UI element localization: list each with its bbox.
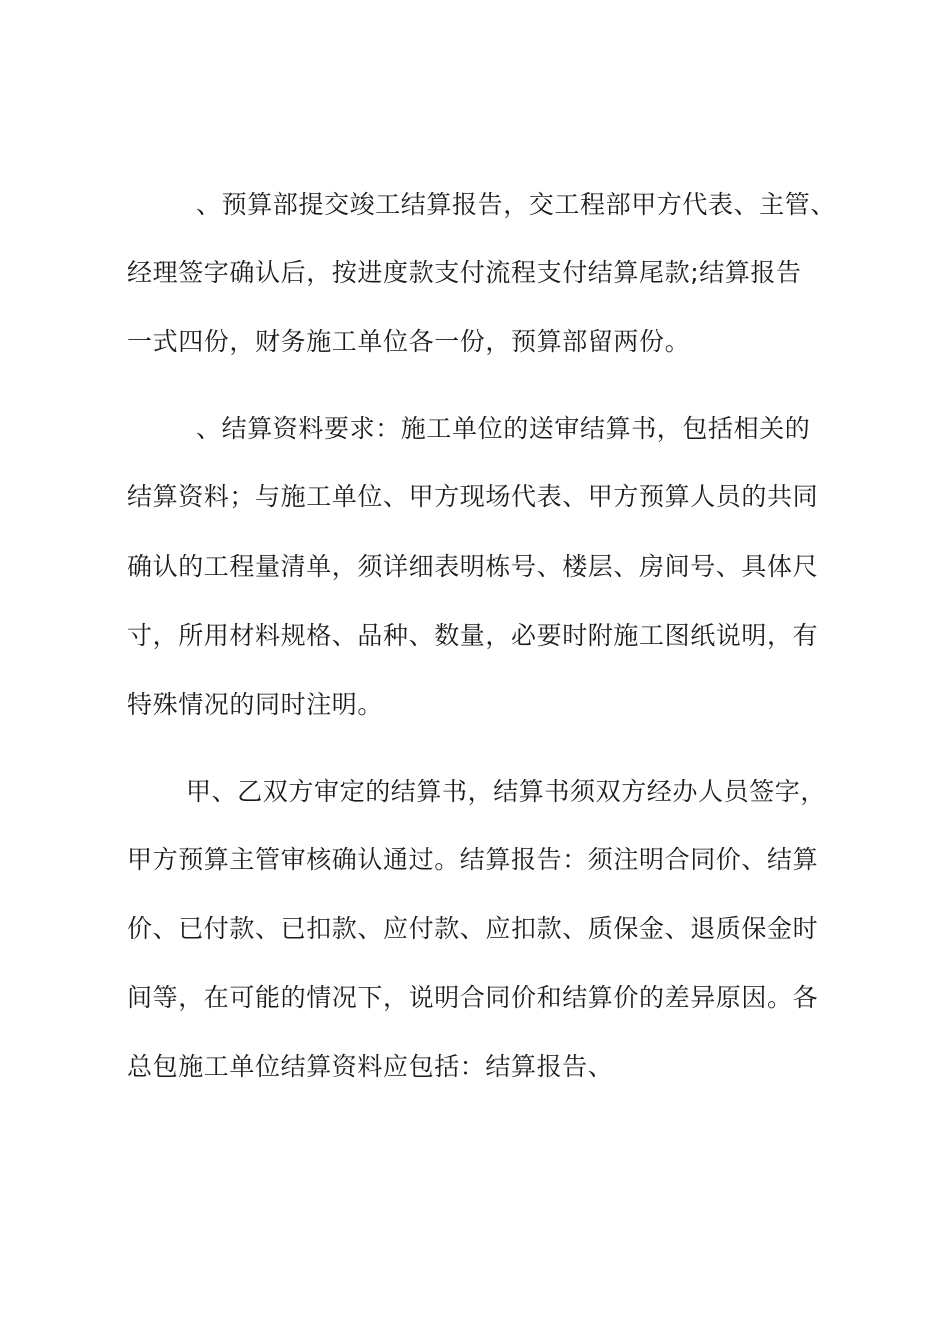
text-line: 特殊情况的同时注明。 bbox=[127, 690, 384, 719]
text-line: 确认的工程量清单，须详细表明栋号、楼层、房间号、具体尺 bbox=[127, 552, 819, 581]
text-line: 价、已付款、已扣款、应付款、应扣款、质保金、退质保金时 bbox=[127, 914, 819, 943]
text-line: 寸，所用材料规格、品种、数量，必要时附施工图纸说明，有 bbox=[127, 621, 819, 650]
text-line: 结算资料；与施工单位、甲方现场代表、甲方预算人员的共同 bbox=[127, 482, 819, 511]
text-line: 甲、乙双方审定的结算书，结算书须双方经办人员签字， bbox=[186, 777, 827, 806]
text-line: 甲方预算主管审核确认通过。结算报告：须注明合同价、结算 bbox=[127, 845, 819, 874]
text-line: 、预算部提交竣工结算报告，交工程部甲方代表、主管、 bbox=[196, 190, 837, 219]
text-line: 、结算资料要求：施工单位的送审结算书，包括相关的 bbox=[196, 414, 811, 443]
text-line: 一式四份，财务施工单位各一份，预算部留两份。 bbox=[127, 327, 691, 356]
text-line: 间等，在可能的情况下，说明合同价和结算价的差异原因。各 bbox=[127, 983, 819, 1012]
text-line: 总包施工单位结算资料应包括：结算报告、 bbox=[127, 1052, 614, 1081]
text-line: 经理签字确认后，按进度款支付流程支付结算尾款;结算报告 bbox=[127, 258, 802, 287]
